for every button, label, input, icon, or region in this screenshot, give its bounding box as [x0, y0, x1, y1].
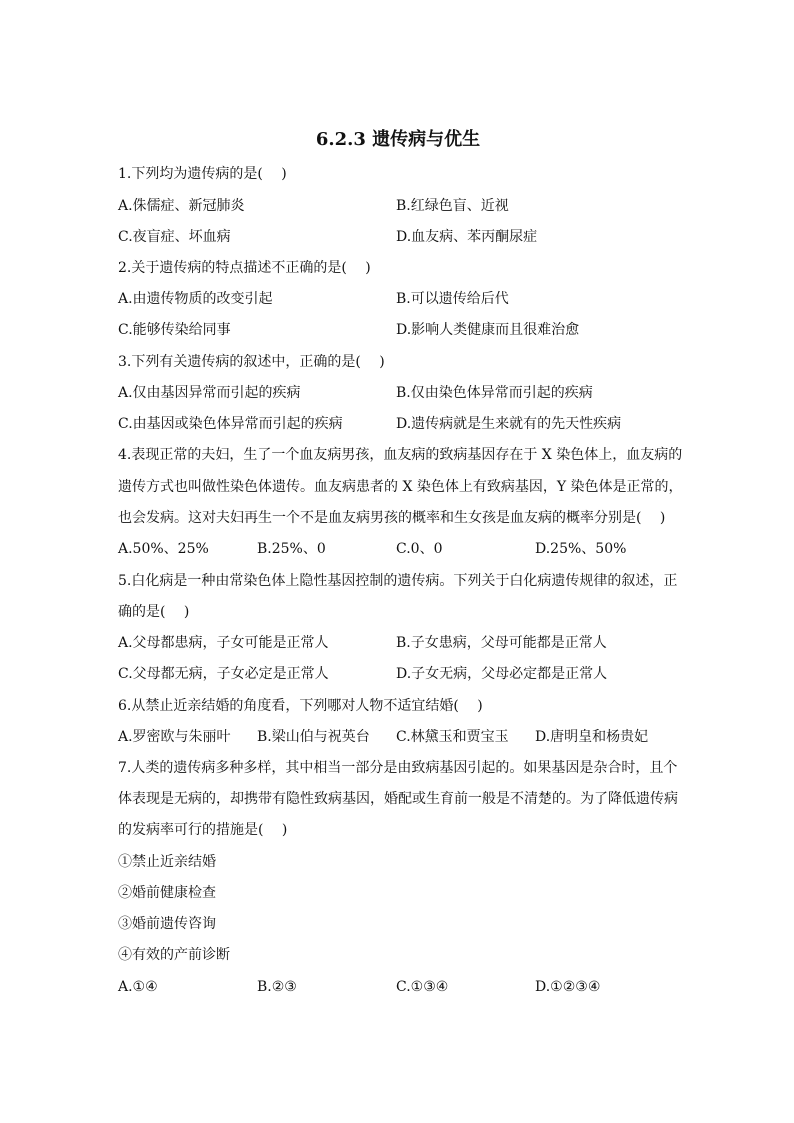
- question-6-stem: 6.从禁止近亲结婚的角度看，下列哪对人物不适宜结婚( ): [118, 698, 483, 714]
- question-6-option-d: D.唐明皇和杨贵妃: [535, 729, 649, 745]
- question-2-option-c: C.能够传染给同事: [118, 322, 231, 338]
- question-5-option-c: C.父母都无病，子女必定是正常人: [118, 666, 329, 682]
- question-6-option-a: A.罗密欧与朱丽叶: [118, 729, 231, 745]
- question-7-option-d: D.①②③④: [535, 979, 601, 995]
- question-4-option-d: D.25%、50%: [535, 541, 627, 557]
- question-7-item-2: ②婚前健康检查: [118, 885, 216, 901]
- question-3-option-c: C.由基因或染色体异常而引起的疾病: [118, 416, 343, 432]
- question-6-option-b: B.梁山伯与祝英台: [257, 729, 370, 745]
- question-7-option-c: C.①③④: [396, 979, 449, 995]
- question-7-item-3: ③婚前遗传咨询: [118, 916, 216, 932]
- question-7-item-1: ①禁止近亲结婚: [118, 854, 216, 870]
- question-3-option-d: D.遗传病就是生来就有的先天性疾病: [396, 416, 622, 432]
- page-title: 6.2.3 遗传病与优生: [315, 129, 481, 150]
- question-5-option-a: A.父母都患病，子女可能是正常人: [118, 635, 329, 651]
- question-4-line-3: 也会发病。这对夫妇再生一个不是血友病男孩的概率和生女孩是血友病的概率分别是( ): [118, 510, 666, 526]
- question-1-option-a: A.侏儒症、新冠肺炎: [118, 198, 245, 214]
- question-3-option-a: A.仅由基因异常而引起的疾病: [118, 385, 301, 401]
- question-4-option-c: C.0、0: [396, 541, 443, 557]
- question-1-option-b: B.红绿色盲、近视: [396, 198, 509, 214]
- question-5-line-2: 确的是( ): [118, 604, 190, 620]
- question-3-option-b: B.仅由染色体异常而引起的疾病: [396, 385, 593, 401]
- question-1-option-c: C.夜盲症、坏血病: [118, 229, 231, 245]
- question-2-option-b: B.可以遗传给后代: [396, 291, 509, 307]
- question-4-option-b: B.25%、0: [257, 541, 326, 557]
- question-7-item-4: ④有效的产前诊断: [118, 947, 230, 963]
- question-7-option-a: A.①④: [118, 979, 158, 995]
- question-5-option-b: B.子女患病，父母可能都是正常人: [396, 635, 607, 651]
- question-5-option-d: D.子女无病，父母必定都是正常人: [396, 666, 608, 682]
- question-6-option-c: C.林黛玉和贾宝玉: [396, 729, 509, 745]
- question-2-stem: 2.关于遗传病的特点描述不正确的是( ): [118, 260, 371, 276]
- question-4-line-1: 4.表现正常的夫妇，生了一个血友病男孩，血友病的致病基因存在于 X 染色体上，血友病的: [118, 447, 683, 463]
- question-4-option-a: A.50%、25%: [118, 541, 209, 557]
- question-7-line-2: 体表现是无病的，却携带有隐性致病基因，婚配或生育前一般是不清楚的。为了降低遗传病: [118, 791, 678, 807]
- question-7-option-b: B.②③: [257, 979, 297, 995]
- question-3-stem: 3.下列有关遗传病的叙述中，正确的是( ): [118, 354, 385, 370]
- question-1-stem: 1.下列均为遗传病的是( ): [118, 166, 287, 182]
- question-1-option-d: D.血友病、苯丙酮尿症: [396, 229, 538, 245]
- question-2-option-a: A.由遗传物质的改变引起: [118, 291, 273, 307]
- question-5-line-1: 5.白化病是一种由常染色体上隐性基因控制的遗传病。下列关于白化病遗传规律的叙述，正: [118, 573, 678, 589]
- question-4-line-2: 遗传方式也叫做性染色体遗传。血友病患者的 X 染色体上有致病基因，Y 染色体是正常的，: [118, 479, 683, 495]
- question-7-line-1: 7.人类的遗传病多种多样，其中相当一部分是由致病基因引起的。如果基因是杂合时，且个: [118, 760, 678, 776]
- question-2-option-d: D.影响人类健康而且很难治愈: [396, 322, 580, 338]
- question-7-line-3: 的发病率可行的措施是( ): [118, 822, 288, 838]
